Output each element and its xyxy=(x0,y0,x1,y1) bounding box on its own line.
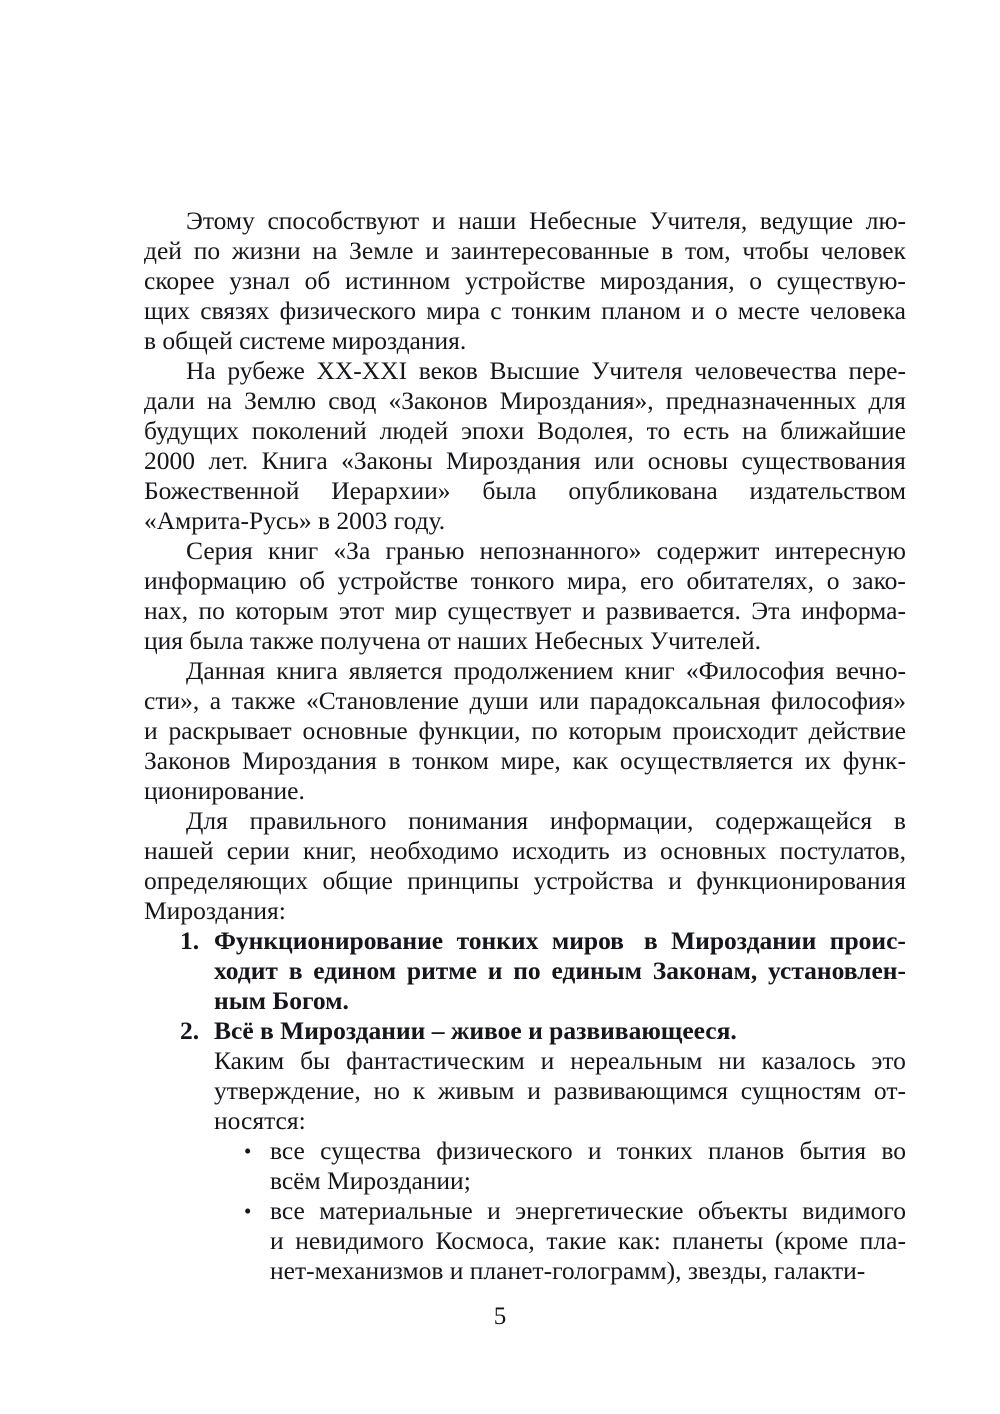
bullet-list-line xyxy=(144,1136,906,1166)
word: «Законов xyxy=(388,386,488,415)
word: тонкого xyxy=(470,566,555,595)
bullet-point-icon: • xyxy=(244,1139,252,1163)
word: «Философия xyxy=(685,656,825,685)
word: ходит xyxy=(214,956,278,985)
word: Функционирование xyxy=(214,926,444,955)
word: вечно- xyxy=(835,656,906,685)
word: тонких xyxy=(456,926,539,955)
word: или xyxy=(594,446,635,475)
word: предназначенных xyxy=(665,386,857,415)
word: является xyxy=(348,656,443,685)
word: будущих xyxy=(144,416,239,445)
word: которым xyxy=(235,596,329,625)
paragraph-line xyxy=(144,566,906,596)
word: мире, xyxy=(500,746,561,775)
word: в xyxy=(661,236,674,265)
paragraph-line xyxy=(144,416,906,446)
word: проис- xyxy=(829,926,906,955)
word: энергетические xyxy=(515,1196,684,1225)
paragraph-line xyxy=(144,656,906,686)
word: души xyxy=(469,686,529,715)
word: как: xyxy=(618,1226,661,1255)
word: в xyxy=(893,806,906,835)
word: На xyxy=(186,356,216,385)
paragraph-line xyxy=(144,836,906,866)
word: как xyxy=(572,746,609,775)
paragraph xyxy=(144,656,906,806)
page-number: 5 xyxy=(493,1303,507,1330)
word: пла- xyxy=(859,1226,906,1255)
paragraph-line xyxy=(144,446,906,476)
paragraph-line xyxy=(144,386,906,416)
paragraph-line xyxy=(144,296,906,326)
word: наши xyxy=(458,206,517,235)
word: эпохи xyxy=(461,416,525,445)
word: или xyxy=(539,686,580,715)
page-text-block xyxy=(144,206,906,1286)
word: их xyxy=(804,746,832,775)
word: единым xyxy=(551,956,642,985)
word: скорее xyxy=(144,266,215,295)
word: развивается. xyxy=(605,596,741,625)
word: раскрывает xyxy=(168,716,292,745)
word: осуществляется xyxy=(619,746,794,775)
word: щих xyxy=(144,296,191,325)
word: философия» xyxy=(771,686,906,715)
word: едином xyxy=(313,956,397,985)
word: Для xyxy=(186,806,228,835)
word: ближайшие xyxy=(780,416,906,445)
word: гранью xyxy=(385,536,465,565)
word: парадоксальная xyxy=(589,686,761,715)
word: ритме xyxy=(406,956,477,985)
paragraph-line xyxy=(144,686,906,716)
word: определяющих xyxy=(144,866,308,895)
word: людей xyxy=(379,416,449,445)
word: планов xyxy=(708,1136,785,1165)
word: невидимого xyxy=(295,1226,424,1255)
word: миров xyxy=(551,926,631,955)
word: XX-XXI xyxy=(316,356,408,385)
word: продолжением xyxy=(453,656,614,685)
word: чтобы xyxy=(742,236,809,265)
bullet-point-icon: • xyxy=(244,1199,252,1223)
numbered-list-line xyxy=(144,926,906,956)
word: по xyxy=(531,716,558,745)
list-body-line xyxy=(144,1076,906,1106)
paragraph-line xyxy=(144,206,906,236)
word: основных xyxy=(659,836,767,865)
word: такие xyxy=(546,1226,607,1255)
word: материальные xyxy=(319,1196,473,1225)
word: «Становление xyxy=(306,686,459,715)
word: на xyxy=(207,386,232,415)
word: пере- xyxy=(848,356,906,385)
word: происходит xyxy=(672,716,798,745)
paragraph-line xyxy=(144,866,906,896)
word: Божественной xyxy=(144,476,300,505)
bullet-list-line xyxy=(144,1196,906,1226)
word: тонких xyxy=(616,1136,693,1165)
word: информа- xyxy=(801,596,906,625)
paragraph-line: в общей системе мироздания. xyxy=(144,326,467,355)
word: существует xyxy=(447,596,572,625)
word: книг xyxy=(624,656,675,685)
word: этот xyxy=(338,596,385,625)
word: и xyxy=(581,596,596,625)
word: о xyxy=(714,296,728,325)
word: основы xyxy=(647,446,728,475)
word: сти», xyxy=(144,686,200,715)
paragraph-line: «Амрита-Русь» в 2003 году. xyxy=(144,506,446,535)
word: функции, xyxy=(418,716,521,745)
word: правильного xyxy=(249,806,387,835)
word: веков xyxy=(418,356,478,385)
word: Иерархии» xyxy=(331,476,451,505)
word: тонком xyxy=(412,746,489,775)
word: бы xyxy=(300,1046,331,1075)
word: сущностям xyxy=(740,1076,862,1105)
word: Учителя xyxy=(591,356,683,385)
word: и xyxy=(144,716,158,745)
word: (кроме xyxy=(774,1226,849,1255)
paragraph xyxy=(144,356,906,536)
list-body-line: носятся: xyxy=(214,1106,306,1135)
word: информации, xyxy=(549,806,694,835)
word: лет. xyxy=(208,446,249,475)
word: живым xyxy=(437,1076,515,1105)
word: дей xyxy=(144,236,182,265)
word: постулатов, xyxy=(779,836,906,865)
word: есть xyxy=(683,416,730,445)
word: утверждение, xyxy=(214,1076,361,1105)
paragraph-line: ция была также получена от наших Небесных Учителей. xyxy=(144,626,761,655)
word: и xyxy=(527,1076,541,1105)
word: на xyxy=(742,416,768,445)
word: по xyxy=(513,956,541,985)
paragraph-line xyxy=(144,476,906,506)
word: Мироздания», xyxy=(499,386,654,415)
word: нереальным xyxy=(570,1046,703,1075)
word: то xyxy=(646,416,671,445)
word: ни xyxy=(718,1046,746,1075)
word: нах, xyxy=(144,596,189,625)
word: книга xyxy=(276,656,338,685)
word: Эта xyxy=(751,596,791,625)
bullet-list-line: нет-механизмов и планет-голограмм), звезды, галакти- xyxy=(270,1256,866,1285)
word: все xyxy=(270,1136,305,1165)
word: книг xyxy=(268,536,319,565)
word: Каким xyxy=(214,1046,285,1075)
word: о xyxy=(749,266,763,295)
word: которым xyxy=(568,716,662,745)
list-body-line xyxy=(144,1046,906,1076)
word: видимого xyxy=(802,1196,906,1225)
word: Серия xyxy=(186,536,253,565)
word: общие xyxy=(322,866,393,895)
word: устройстве xyxy=(465,266,586,295)
word: дали xyxy=(144,386,195,415)
paragraph-line xyxy=(144,356,906,386)
word: обитателях, xyxy=(686,566,815,595)
paragraph xyxy=(144,806,906,926)
word: Законам, xyxy=(652,956,758,985)
numbered-list xyxy=(144,926,906,1136)
word: и xyxy=(425,236,439,265)
word: к xyxy=(412,1076,426,1105)
word: для xyxy=(868,386,906,415)
word: жизни xyxy=(231,236,301,265)
word: принципы xyxy=(407,866,520,895)
word: способствуют xyxy=(267,206,420,235)
word: рубеже xyxy=(227,356,305,385)
word: объекты xyxy=(697,1196,788,1225)
word: Высшие xyxy=(489,356,580,385)
word: связях xyxy=(200,296,270,325)
paragraph-line xyxy=(144,716,906,746)
word: во xyxy=(881,1136,906,1165)
word: и xyxy=(668,866,682,895)
word: бытия xyxy=(799,1136,867,1165)
word: фантастическим xyxy=(346,1046,525,1075)
word: Законов xyxy=(144,746,231,775)
word: интересную xyxy=(774,536,906,565)
word: существую- xyxy=(776,266,906,295)
word: необходимо xyxy=(369,836,499,865)
word: Мироздания xyxy=(242,746,377,775)
word: а xyxy=(209,686,222,715)
word: о xyxy=(826,566,840,595)
paragraph xyxy=(144,536,906,656)
word: и xyxy=(270,1226,284,1255)
word: Небесные xyxy=(528,206,637,235)
word: зако- xyxy=(852,566,906,595)
word: с xyxy=(490,296,502,325)
word: основные xyxy=(302,716,408,745)
word: содержит xyxy=(656,536,760,565)
word: Землю xyxy=(244,386,317,415)
word: от- xyxy=(873,1076,906,1105)
word: заинтересованные xyxy=(450,236,650,265)
numbered-list-line: ным Богом. xyxy=(214,986,349,1015)
word: Мироздании xyxy=(671,926,817,955)
bullet-list-line: всём Мироздании; xyxy=(270,1166,471,1195)
word: и xyxy=(691,296,705,325)
word: функционирования xyxy=(696,866,906,895)
word: человечества xyxy=(694,356,837,385)
word: том, xyxy=(685,236,731,265)
word: в xyxy=(643,926,658,955)
word: человека xyxy=(809,296,906,325)
word: свод xyxy=(328,386,377,415)
word: непознанного» xyxy=(479,536,642,565)
word: нашей xyxy=(144,836,214,865)
word: Книга xyxy=(261,446,328,475)
word: Учителя, xyxy=(649,206,748,235)
word: существования xyxy=(741,446,906,475)
paragraph-line: ционирование. xyxy=(144,776,305,805)
word: по xyxy=(193,236,221,265)
word: физического xyxy=(279,296,417,325)
word: на xyxy=(312,236,338,265)
word: и xyxy=(587,1136,602,1165)
word: серии xyxy=(226,836,290,865)
word: и xyxy=(487,956,503,985)
word: Этому xyxy=(186,206,255,235)
paragraph-line xyxy=(144,536,906,566)
word: узнал xyxy=(229,266,290,295)
word: понимания xyxy=(408,806,529,835)
word: мир xyxy=(394,596,438,625)
paragraph-line: Мироздания: xyxy=(144,896,286,925)
word: казалось xyxy=(761,1046,856,1075)
paragraph-line xyxy=(144,236,906,266)
word: планом xyxy=(601,296,681,325)
paragraph xyxy=(144,206,906,356)
word: это xyxy=(871,1046,906,1075)
word: об xyxy=(304,266,331,295)
word: существа xyxy=(320,1136,421,1165)
list-marker: 2. xyxy=(180,1016,200,1045)
word: устройстве xyxy=(337,566,459,595)
word: установлен- xyxy=(768,956,906,985)
word: устройства xyxy=(533,866,654,895)
word: истинном xyxy=(344,266,451,295)
word: Мироздания xyxy=(446,446,581,475)
paragraph-line xyxy=(144,806,906,836)
word: содержащейся xyxy=(715,806,873,835)
numbered-list-line: Всё в Мироздании – живое и развивающееся. 2. xyxy=(180,1016,737,1045)
word: «За xyxy=(333,536,371,565)
list-marker: 1. xyxy=(180,926,200,955)
word: и xyxy=(431,206,446,235)
word: и xyxy=(487,1196,501,1225)
word: издательством xyxy=(749,476,906,505)
word: Данная xyxy=(186,656,266,685)
word: действие xyxy=(808,716,906,745)
word: мироздания, xyxy=(600,266,735,295)
word: информацию xyxy=(144,566,287,595)
word: из xyxy=(623,836,647,865)
word: «Законы xyxy=(341,446,433,475)
word: Космоса, xyxy=(435,1226,535,1255)
paragraph-line xyxy=(144,596,906,626)
word: Водолея, xyxy=(537,416,634,445)
word: развивающимся xyxy=(553,1076,728,1105)
word: физического xyxy=(436,1136,573,1165)
word: мира xyxy=(426,296,481,325)
word: человек xyxy=(820,236,906,265)
word: поколений xyxy=(251,416,367,445)
word: Земле xyxy=(349,236,414,265)
word: опубликована xyxy=(568,476,718,505)
word: по xyxy=(198,596,225,625)
bullet-list-line xyxy=(144,1226,906,1256)
paragraph-line xyxy=(144,746,906,776)
word: лю- xyxy=(865,206,906,235)
word: мира, xyxy=(567,566,628,595)
word: месте xyxy=(737,296,800,325)
word: исходить xyxy=(512,836,610,865)
word: в xyxy=(288,956,303,985)
word: функ- xyxy=(842,746,906,775)
word: в xyxy=(388,746,401,775)
word: об xyxy=(299,566,325,595)
word: ведущие xyxy=(759,206,854,235)
bullet-list xyxy=(144,1136,906,1286)
numbered-list-line xyxy=(144,956,906,986)
word: и xyxy=(540,1046,555,1075)
paragraph-line xyxy=(144,266,906,296)
word: также xyxy=(231,686,296,715)
word: его xyxy=(639,566,674,595)
word: книг, xyxy=(302,836,357,865)
word: 2000 xyxy=(144,446,195,475)
word: планеты xyxy=(672,1226,764,1255)
word: но xyxy=(373,1076,400,1105)
word: была xyxy=(482,476,537,505)
word: тонким xyxy=(511,296,592,325)
word: все xyxy=(270,1196,305,1225)
